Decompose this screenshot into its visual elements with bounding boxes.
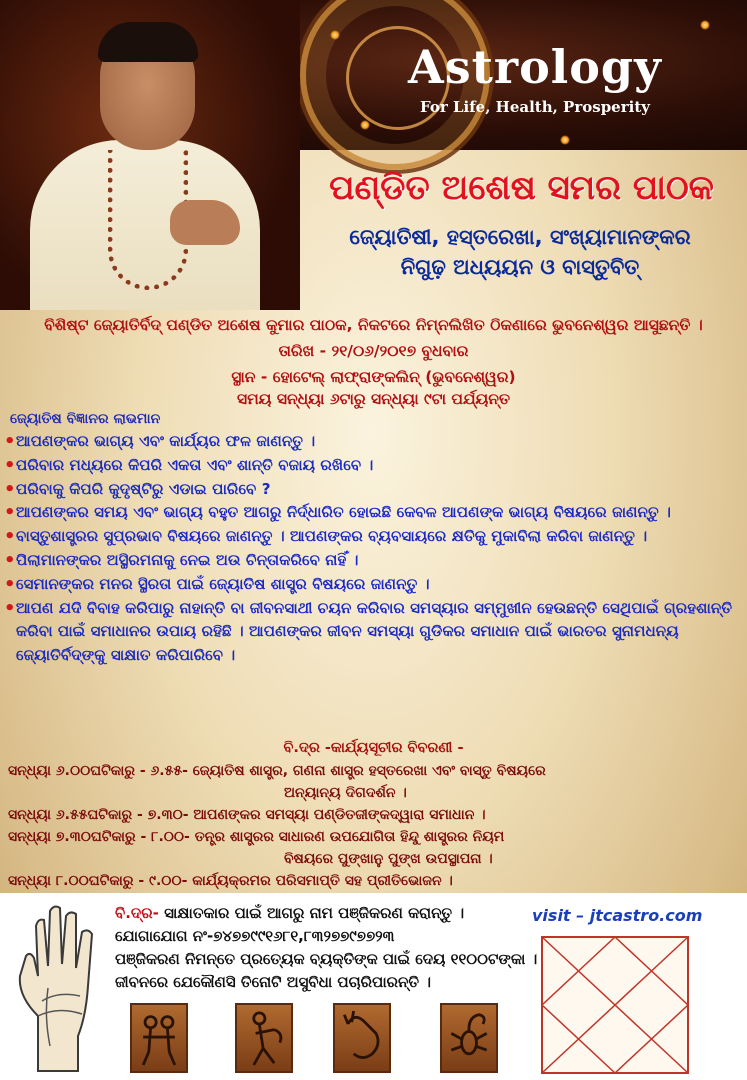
event-time: ସମୟ ସନ୍ଧ୍ୟା ୬ଟାରୁ ସନ୍ଧ୍ୟା ୯ଟା ପର୍ଯ୍ୟନ୍ତ [236,390,511,408]
note-label: ବି.ଦ୍ର- [115,904,159,922]
list-item: • ଆପଣଙ୍କର ଭାଗ୍ୟ ଏବଂ କାର୍ଯ୍ୟର ଫଳ ଜାଣନ୍ତୁ । [4,430,739,454]
program-item: ସନ୍ଧ୍ୟା ୬.୫୫ଘଟିକାରୁ - ୭.୩୦- ଆପଣଙ୍କର ସମସ୍ୟା ପଣ୍ଡିତଜୀଙ୍କଦ୍ୱାରା ସମାଧାନ । [8,807,486,823]
pundit-name: ପଣ୍ଡିତ ଅଶେଷ ସମର ପାଠକ [329,168,714,208]
gemini-icon [130,1003,188,1073]
sparkle-icon [560,135,570,145]
aquarius-icon [235,1003,293,1073]
brand-title: Astrology [408,40,662,94]
program-list [8,760,743,892]
list-item: • ଆପଣଙ୍କର ସମୟ ଏବଂ ଭାଗ୍ୟ ବହୁତ ଆଗରୁ ନିର୍ଦ୍ଧାରିତ ହୋଇଛି କେବଳ ଆପଣଙ୍କ ଭାଗ୍ୟ ବିଷୟରେ ଜାଣନ୍ତୁ । [4,501,739,525]
program-item: ସନ୍ଧ୍ୟା ୮.୦୦ଘଟିକାରୁ - ୯.୦୦- କାର୍ଯ୍ୟକ୍ରମର ପରିସମାପ୍ତି ସହ ପ୍ରୀତିଭୋଜନ । [8,873,453,889]
sparkle-icon [700,20,710,30]
subtitle-line: ଜ୍ୟୋତିଷୀ, ହସ୍ତରେଖା, ସଂଖ୍ୟାମାନଙ୍କର [349,225,691,249]
program-item: ସନ୍ଧ୍ୟା ୬.୦୦ଘଟିକାରୁ - ୬.୫୫- ଜ୍ୟୋତିଷ ଶାସ୍ତ୍ର, ଗଣନା ଶାସ୍ତ୍ର ହସ୍ତରେଖା ଏବଂ ବାସ୍ତୁ ବିଷୟରେ [8,763,546,779]
astrologer-photo [0,0,300,310]
brand-tagline: For Life, Health, Prosperity [420,98,650,116]
footer-lines [115,902,538,994]
benefit-list [4,430,739,668]
list-item: • ସେମାନଙ୍କର ମନର ସ୍ଥିରତା ପାଇଁ ଜ୍ୟୋତିଷ ଶାସ୍ତ୍ର ବିଷୟରେ ଜାଣନ୍ତୁ । [4,573,739,597]
list-item: • ପରିବାର ମଧ୍ୟରେ କିପରି ଏକତା ଏବଂ ଶାନ୍ତି ବଜାୟ ରଖିବେ । [4,454,739,478]
program-item-continued: ଅନ୍ୟାନ୍ୟ ଦିଗଦର୍ଶନ । [284,785,407,801]
footer-line [115,902,535,925]
program-item: ସନ୍ଧ୍ୟା ୭.୩୦ଘଟିକାରୁ - ୮.୦୦- ତନ୍ତ୍ର ଶାସ୍ତ୍ରର ସାଧାରଣ ଉପଯୋଗିତା ହିନ୍ଦୁ ଶାସ୍ତ୍ରର ନିୟମ [8,829,505,845]
event-venue: ସ୍ଥାନ - ହୋଟେଲ୍ ଲାଫ୍ରାଙ୍କଲିନ୍ (ଭୁବନେଶ୍ୱର) [231,368,516,386]
palm-hand-icon [8,896,108,1076]
list-item: • ପରିବାକୁ କିପରି କୁଦୃଷ୍ଟିରୁ ଏଡାଇ ପାରିବେ ? [4,478,739,502]
pundit-subtitle [300,222,740,282]
footer-line: ପଞ୍ଜିକରଣ ନିମନ୍ତେ ପ୍ରତ୍ୟେକ ବ୍ୟକ୍ତିଙ୍କ ପାଇଁ ଦେୟ ୧୧୦୦ଟଙ୍କା । [115,950,538,968]
program-item-continued: ବିଷୟରେ ପୁଙ୍ଖାନୁ ପୁଙ୍ଖ ଉପସ୍ଥାପନା । [284,851,493,867]
event-date: ତାରିଖ - ୨୧/୦୬/୨୦୧୭ ବୁଧବାର [278,342,469,360]
program-heading: ବି.ଦ୍ର -କାର୍ଯ୍ୟସୂଚୀର ବିବରଣୀ - [283,740,464,756]
capricorn-icon [333,1003,391,1073]
website-link[interactable]: visit – jtcastro.com [532,906,703,925]
subtitle-line: ନିଗୁଢ଼ ଅଧ୍ୟୟନ ଓ ବାସ୍ତୁବିତ୍ [400,255,640,279]
list-item: • ବାସ୍ତୁଶାସ୍ତ୍ରର ସୁପ୍ରଭାବ ବିଷୟରେ ଜାଣନ୍ତୁ । ଆପଣଙ୍କର ବ୍ୟବସାୟରେ କ୍ଷତିକୁ ମୁକାବିଲା କରିବା ଜାଣନ୍ତୁ । [4,525,739,549]
sparkle-icon [360,120,370,130]
footer-line: ଯୋଗାଯୋଗ ନଂ-୭୪୭୭୯୯୧୬୮୧,୮୩୨୭୭୯୭୭୨୩ [115,927,395,945]
sparkle-icon [330,30,340,40]
footer-text: ସାକ୍ଷାତକାର ପାଇଁ ଆଗରୁ ନାମ ପଞ୍ଜିକରଣ କରାନ୍ତୁ । [164,904,465,922]
event-intro: ବିଶିଷ୍ଟ ଜ୍ୟୋତିର୍ବିଦ୍ ପଣ୍ଡିତ ଅଶେଷ କୁମାର ପାଠକ, ନିକଟରେ ନିମ୍ନଲିଖିତ ଠିକଣାରେ ଭୁବନେଶ୍ୱର ଆସୁଛନ୍ତି । [44,316,703,334]
scorpio-icon [440,1003,498,1073]
benefits-heading: ଜ୍ୟୋତିଷ ବିଜ୍ଞାନର ଲାଭମାନ [10,411,161,427]
footer-line: ଜୀବନରେ ଯେକୌଣସି ତିନୋଟି ଅସୁବିଧା ପଚାରିପାରନ୍ତି । [115,973,431,991]
list-item: • ପିଲାମାନଙ୍କର ଅସ୍ଥିରମନାକୁ ନେଇ ଅଉ ଚିନ୍ତାକରିବେ ନାହିଁ । [4,549,739,573]
horoscope-chart-icon [540,935,690,1075]
list-item: • ଆପଣ ଯଦି ବିବାହ କରିପାରୁ ନାହାନ୍ତି ବା ଜୀବନସାଥୀ ଚୟନ କରିବାର ସମସ୍ୟାର ସମ୍ମୁଖୀନ ହେଉଛନ୍ତି ସେଥିପାଇଁ ଗ୍ରହଶାନ୍ତି କରିବା ପାଇଁ ସମାଧାନର ଉପାୟ ରହିଛି । ଆପଣଙ୍କର ଜୀବନ ସମସ୍ୟା ଗୁଡିକର ସମାଧାନ ପାଇଁ ଭାରତର ସୁନାମଧନ୍ୟ ଜ୍ୟୋତିର୍ବିଦ୍‌ଙ୍କୁ ସାକ୍ଷାତ କରିପାରିବେ । [4,597,739,668]
